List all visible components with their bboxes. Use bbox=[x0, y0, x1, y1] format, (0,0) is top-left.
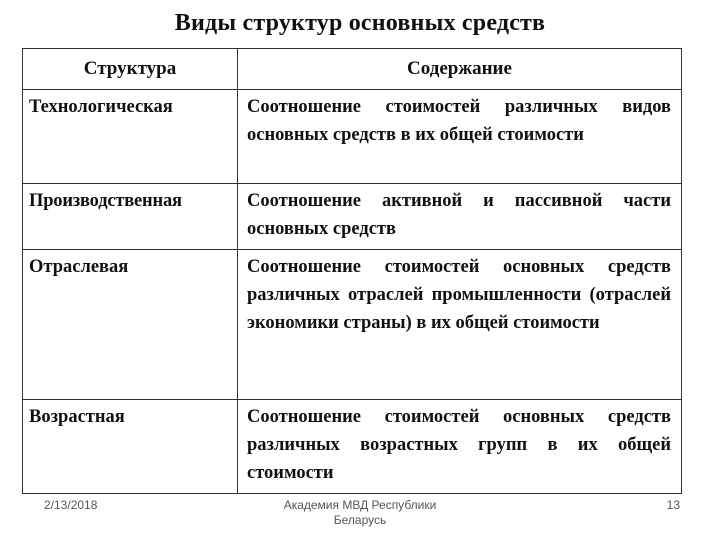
table-row bbox=[23, 90, 682, 184]
footer-organization: Академия МВД Республики Беларусь bbox=[283, 498, 437, 527]
content-cell: Соотношение стоимостей различных видов основных средств в их общей стоимости bbox=[238, 90, 682, 184]
table-row bbox=[23, 184, 682, 250]
structure-cell: Возрастная bbox=[23, 400, 238, 494]
footer-page-number: 13 bbox=[666, 498, 680, 512]
header-structure: Структура bbox=[23, 49, 238, 90]
slide-title: Виды структур основных средств bbox=[174, 10, 546, 36]
table-header-row bbox=[23, 49, 682, 90]
content-cell: Соотношение стоимостей основных средств различных отраслей промышленности (отраслей экономики страны) в их общей стоимости bbox=[238, 250, 682, 400]
structure-cell: Отраслевая bbox=[23, 250, 238, 400]
structures-table bbox=[22, 48, 682, 494]
table-row bbox=[23, 250, 682, 400]
table-row bbox=[23, 400, 682, 494]
content-cell: Соотношение стоимостей основных средств различных возрастных групп в их общей стоимости bbox=[238, 400, 682, 494]
header-content: Содержание bbox=[238, 49, 682, 90]
structure-cell: Производственная bbox=[23, 184, 238, 250]
content-cell: Соотношение активной и пассивной части основных средств bbox=[238, 184, 682, 250]
footer-date: 2/13/2018 bbox=[44, 498, 98, 512]
structure-cell: Технологическая bbox=[23, 90, 238, 184]
